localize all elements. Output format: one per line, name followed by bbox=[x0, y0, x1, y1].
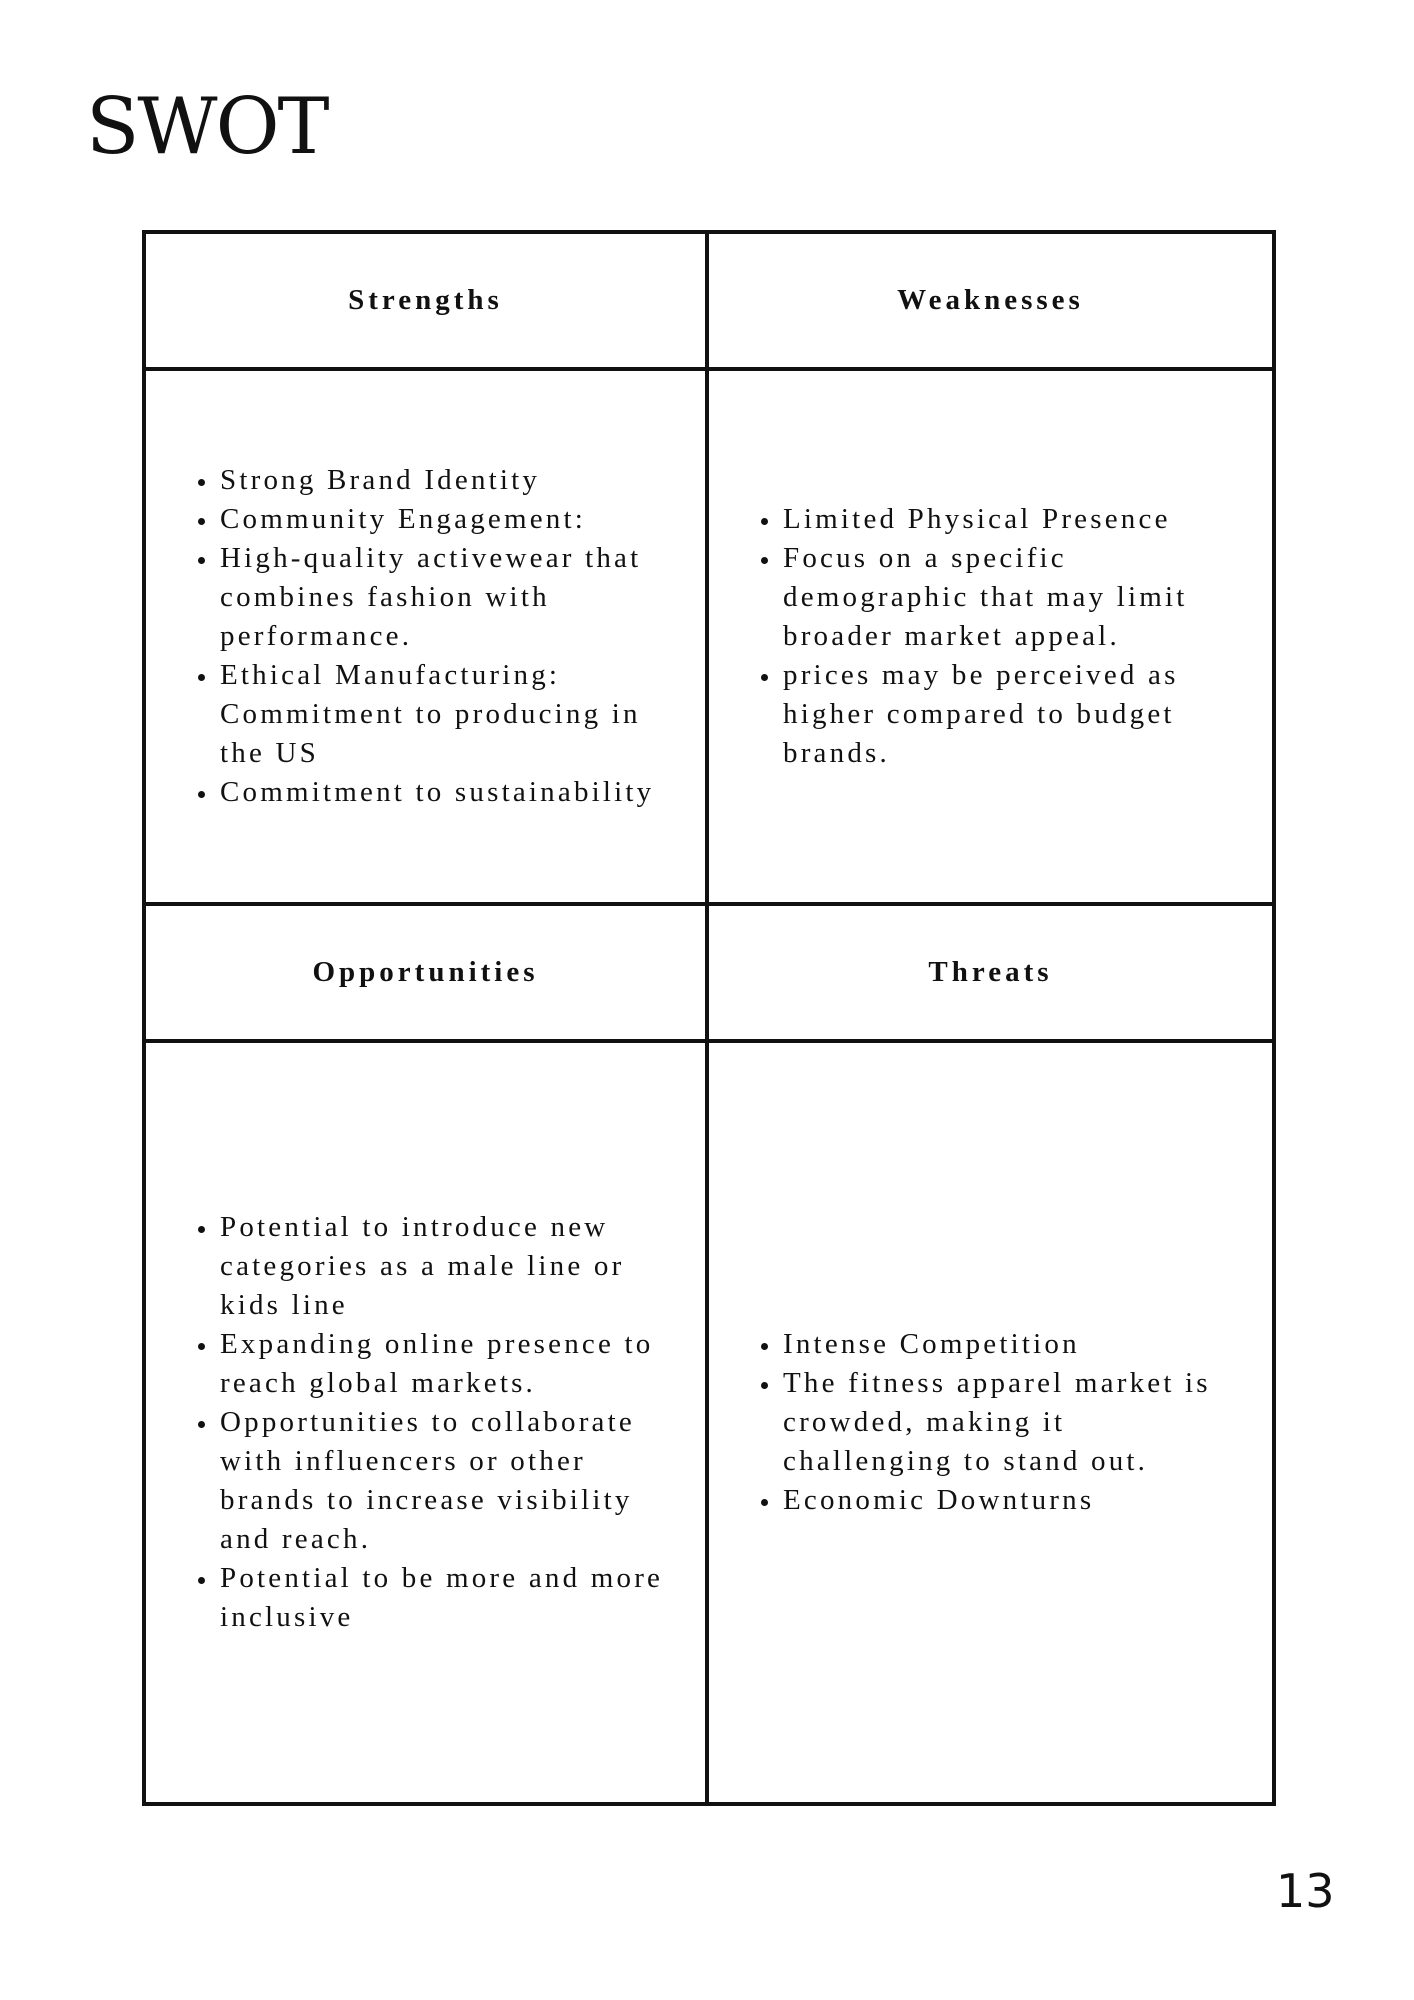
opportunities-item: • Opportunities to collaborate with influencers or other brands to increase visibility and reach. bbox=[218, 1403, 679, 1559]
strengths-cell bbox=[146, 371, 709, 906]
strengths-list bbox=[186, 461, 679, 812]
weaknesses-heading: Weaknesses bbox=[709, 234, 1272, 371]
strengths-item: • Community Engagement: bbox=[218, 500, 679, 539]
strengths-heading: Strengths bbox=[146, 234, 709, 371]
strengths-item: • Strong Brand Identity bbox=[218, 461, 679, 500]
weaknesses-item: • prices may be perceived as higher compared to budget brands. bbox=[781, 656, 1246, 773]
weaknesses-cell bbox=[709, 371, 1272, 906]
strengths-item: • High-quality activewear that combines fashion with performance. bbox=[218, 539, 679, 656]
page-title: SWOT bbox=[86, 82, 328, 172]
page-number: 13 bbox=[1276, 1864, 1335, 1918]
weaknesses-list bbox=[749, 500, 1246, 773]
threats-item: • Intense Competition bbox=[781, 1325, 1246, 1364]
strengths-item: • Commitment to sustainability bbox=[218, 773, 679, 812]
opportunities-item: • Potential to be more and more inclusive bbox=[218, 1559, 679, 1637]
threats-item: • Economic Downturns bbox=[781, 1481, 1246, 1520]
opportunities-item: • Expanding online presence to reach global markets. bbox=[218, 1325, 679, 1403]
opportunities-cell bbox=[146, 1043, 709, 1802]
threats-heading: Threats bbox=[709, 906, 1272, 1043]
weaknesses-item: • Focus on a specific demographic that may limit broader market appeal. bbox=[781, 539, 1246, 656]
threats-item: • The fitness apparel market is crowded, making it challenging to stand out. bbox=[781, 1364, 1246, 1481]
opportunities-list bbox=[186, 1208, 679, 1637]
weaknesses-item: • Limited Physical Presence bbox=[781, 500, 1246, 539]
opportunities-item: • Potential to introduce new categories as a male line or kids line bbox=[218, 1208, 679, 1325]
strengths-item: • Ethical Manufacturing: Commitment to producing in the US bbox=[218, 656, 679, 773]
threats-list bbox=[749, 1325, 1246, 1520]
threats-cell bbox=[709, 1043, 1272, 1802]
opportunities-heading: Opportunities bbox=[146, 906, 709, 1043]
swot-table bbox=[142, 230, 1276, 1806]
